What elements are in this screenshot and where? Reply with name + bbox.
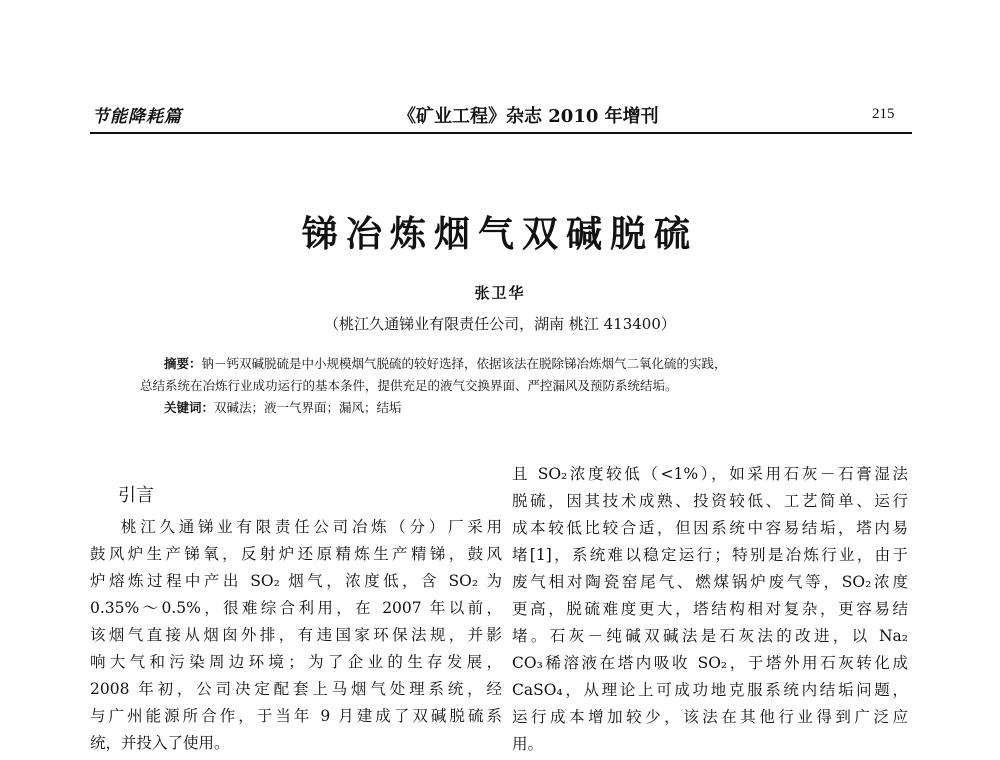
body-line: 0.35%～0.5%，很难综合利用，在 2007 年以前， [90,599,502,617]
header-section-label: 节能降耗篇 [92,107,182,127]
body-line: 且 SO₂浓度较低（<1%），如采用石灰－石膏湿法 [512,465,908,483]
abstract-text-1: 钠－钙双碱脱硫是中小规模烟气脱硫的较好选择，依据该法在脱除锑冶炼烟气二氧化硫的实践， [201,356,727,371]
body-line: 更高，脱硫难度更大，塔结构相对复杂，更容易结 [512,600,908,618]
article-affiliation: （桃江久通锑业有限责任公司，湖南 桃江 413400） [324,315,676,333]
body-line: 鼓风炉生产锑氧，反射炉还原精炼生产精锑，鼓风 [90,545,502,563]
body-line: CaSO₄，从理论上可成功地克服系统内结垢问题， [512,681,908,699]
body-line: 用。 [512,735,544,753]
section-heading-introduction: 引言 [118,485,154,506]
keywords-label: 关键词： [164,400,215,415]
page-number: 215 [872,106,895,122]
article-title: 锑冶炼烟气双碱脱硫 [301,213,698,255]
body-line: 与广州能源所合作，于当年 9 月建成了双碱脱硫系 [90,707,502,725]
body-line: 2008 年初，公司决定配套上马烟气处理系统，经 [90,680,502,698]
body-line: 响大气和污染周边环境；为了企业的生存发展， [90,653,502,671]
body-line: 桃江久通锑业有限责任公司冶炼（分）厂采用 [121,518,502,536]
body-line: 堵[1]，系统难以稳定运行；特别是冶炼行业，由于 [512,546,908,564]
abstract-line [140,353,880,375]
left-column [90,514,502,757]
keywords-line [140,397,880,419]
body-line: 堵。石灰－纯碱双碱法是石灰法的改进，以 Na₂ [512,627,908,645]
body-line: 炉熔炼过程中产出 SO₂ 烟气，浓度低，含 SO₂ 为 [90,572,502,590]
abstract-line [140,375,880,397]
header-journal-title: 《矿业工程》杂志 2010 年增刊 [398,106,659,127]
abstract-label: 摘要： [164,356,202,371]
body-line: 统，并投入了使用。 [90,734,230,752]
body-line: 成本较低比较合适，但因系统中容易结垢，塔内易 [512,519,908,537]
body-line: CO₃稀溶液在塔内吸收 SO₂，于塔外用石灰转化成 [512,654,908,672]
keywords-text: 双碱法；液一气界面；漏风；结垢 [214,400,402,415]
right-column [512,461,908,758]
body-line: 该烟气直接从烟囱外排，有违国家环保法规，并影 [90,626,502,644]
abstract-block [140,353,880,419]
header-rule [90,132,912,134]
body-line: 脱硫，因其技术成熟、投资较低、工艺简单、运行 [512,492,908,510]
body-line: 废气相对陶瓷窑尾气、燃煤锅炉废气等，SO₂浓度 [512,573,908,591]
body-line: 运行成本增加较少，该法在其他行业得到广泛应 [512,708,908,726]
article-author: 张卫华 [474,284,526,302]
abstract-text-2: 总结系统在冶炼行业成功运行的基本条件，提供充足的液气交换界面、严控漏风及预防系统结垢。 [140,378,678,393]
